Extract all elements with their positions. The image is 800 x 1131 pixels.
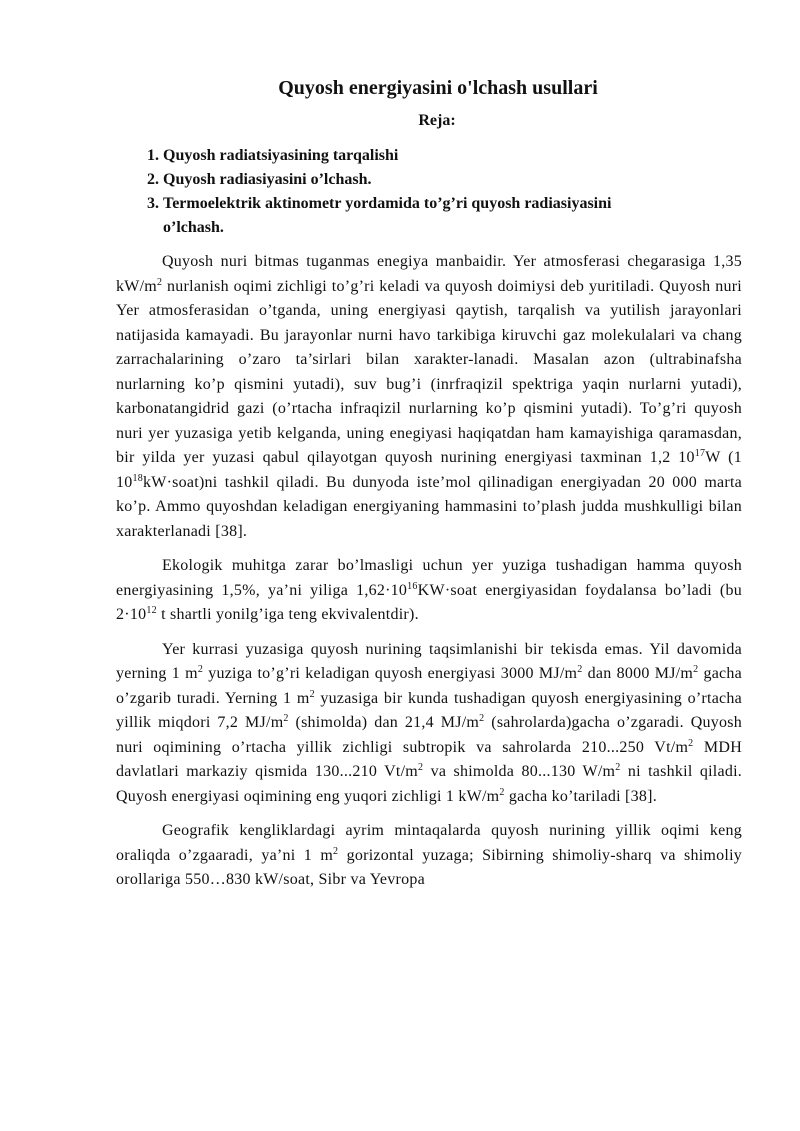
plan-item: 2. Quyosh radiasiyasini o’lchash. <box>163 168 633 192</box>
paragraph-1: Quyosh nuri bitmas tuganmas enegiya manbaidir. Yer atmosferasi chegarasiga 1,35 $kW/m^2$ nurlanish oqimi zichligi to’g’ri keladi va quyosh doimiysi deb yuritiladi. Quyosh nuri Yer atmosferasidan o’tganda, uning energiyasi qaytish, tarqalish va yutilish jarayonlari natijasida kamayadi. Bu jarayonlar nurni havo tarkibiga kiruvchi gaz molekulalari va chang zarrachalarining o’zaro ta’sirlari bilan xarakter-lanadi. Masalan azon (ultrabinafsha nurlarning ko’p qismini yutadi), suv bug’i (inrfraqizil spektriga yaqin nurlarni yutadi), karbonatangidrid gazi (o’rtacha infraqizil nurlarning ko’p qismini yutadi). To’g’ri quyosh nuri yer yuzasiga yetib kelganda, uning enegiyasi haqiqatdan ham kamayishiga qaramasdan, bir yilda yer yuzasi qabul qilayotgan quyosh nurining energiyasi taxminan 1,2 $10^{17}W$ (1 $10^{18}kW\cdot soat)ni$ tashkil qiladi. Bu dunyoda iste’mol qilinadigan energiyadan 20 000 marta ko’p. Ammo quyoshdan keladigan energiyaning hammasini to’plash judda mushkulligi bilan xarakterlanadi [38]. <box>116 253 742 540</box>
document-page <box>116 76 742 903</box>
document-title: Quyosh energiyasini o'lchash usullari <box>278 77 598 99</box>
plan-item: 3. Termoelektrik aktinometr yordamida to’g’ri quyosh radiasiyasini o’lchash. <box>163 192 633 240</box>
plan-heading: Reja: <box>418 112 456 129</box>
paragraph-4: Geografik kengliklardagi ayrim mintaqalarda quyosh nurining yillik oqimi keng oraliqda o’zgaaradi, ya’ni 1 $m^2$ gorizontal yuzaga; Sibirning shimoliy-sharq va shimoliy orollariga 550…830 kW/soat, Sibr va Yevropa <box>116 822 743 889</box>
plan-list <box>116 144 742 240</box>
paragraph-2: Ekologik muhitga zarar bo’lmasligi uchun yer yuziga tushadigan hamma quyosh energiyasining 1,5%, ya’ni yiliga $1,62\cdot 10^{16}KW\cdot soat$ energiyasidan foydalansa bo’ladi (bu $2\cdot 10^{12}$ t shartli yonilg’iga teng ekvivalentdir). <box>116 557 742 624</box>
plan-item: 1. Quyosh radiatsiyasining tarqalishi <box>163 144 633 168</box>
paragraph-3: Yer kurrasi yuzasiga quyosh nurining taqsimlanishi bir tekisda emas. Yil davomida yerning 1 $m^2$ yuziga to’g’ri keladigan quyosh energiyasi 3000 $MJ/m^2$ dan 8000 $MJ/m^2$ gacha o’zgarib turadi. Yerning 1 $m^2$ yuzasiga bir kunda tushadigan quyosh energiyasining o’rtacha yillik miqdori 7,2 $MJ/m^2$ (shimolda) dan 21,4 $MJ/m^2$ (sahrolarda)gacha o’zgaradi. Quyosh nuri oqimining o’rtacha yillik zichligi subtropik va sahrolarda 210...250 $Vt/m^2$ MDH davlatlari markaziy qismida 130...210 $Vt/m^2$ va shimolda 80...130 $W/m^2$ ni tashkil qiladi. Quyosh energiyasi oqimining eng yuqori zichligi 1 $kW/m^2$ gacha ko’tariladi [38]. <box>116 640 743 805</box>
